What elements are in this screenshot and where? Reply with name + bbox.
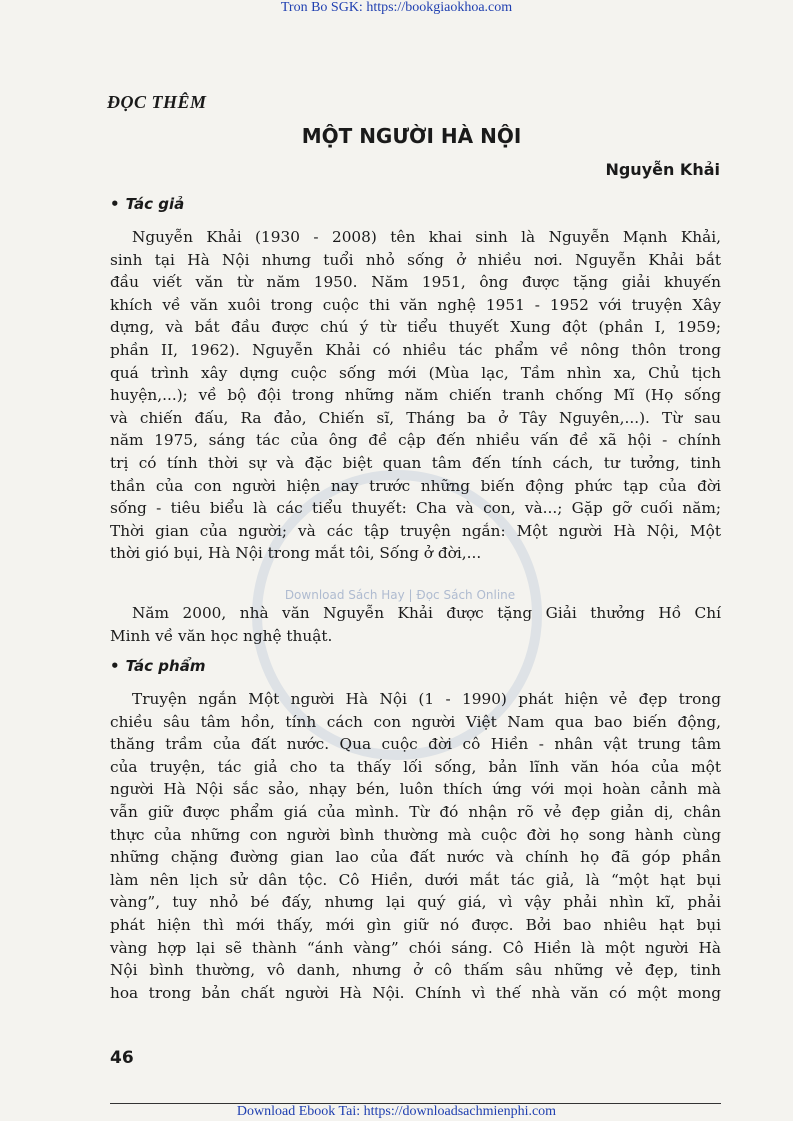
tac-gia-paragraph-1 bbox=[110, 226, 721, 565]
text-line: Thời gian của người; và các tập truyện ngắn: Một người Hà Nội, Một bbox=[110, 521, 721, 540]
text-line: trị có tính thời sự và đặc biệt quan tâm đến tính cách, tư tưởng, tinh bbox=[110, 453, 721, 472]
tac-pham-heading bbox=[110, 657, 205, 675]
text-line: quá trình xây dựng cuộc sống mới (Mùa lạc, Tầm nhìn xa, Chủ tịch bbox=[110, 363, 721, 382]
bullet-icon: • bbox=[110, 195, 120, 213]
text-line: và chiến đấu, Ra đảo, Chiến sĩ, Tháng ba ở Tây Nguyên,...). Từ sau bbox=[110, 408, 721, 427]
page-title: MỘT NGƯỜI HÀ NỘI bbox=[301, 124, 522, 148]
text-line: sống - tiêu biểu là các tiểu thuyết: Cha và con, và...; Gặp gỡ cuối năm; bbox=[110, 499, 721, 518]
text-line: phát hiện thì mới thấy, mới gìn giữ nó được. Bởi bao nhiêu hạt bụi bbox=[110, 915, 721, 934]
text-line: vàng hợp lại sẽ thành “ánh vàng” chói sáng. Cô Hiền là một người Hà bbox=[110, 938, 721, 957]
text-line: Năm 2000, nhà văn Nguyễn Khải được tặng Giải thưởng Hồ Chí bbox=[132, 604, 721, 622]
author-name: Nguyễn Khải bbox=[605, 160, 720, 179]
text-line: Nguyễn Khải (1930 - 2008) tên khai sinh là Nguyễn Mạnh Khải, bbox=[132, 228, 721, 246]
text-line: thời gió bụi, Hà Nội trong mắt tôi, Sống ở đời,... bbox=[110, 544, 482, 563]
text-line: người Hà Nội sắc sảo, nhạy bén, luôn thích ứng với mọi hoàn cảnh mà bbox=[110, 780, 721, 799]
text-line: Nội bình thường, vô danh, nhưng ở cô thấm sâu những vẻ đẹp, tinh bbox=[110, 961, 721, 980]
text-line: những chặng đường gian lao của đất nước và chính họ đã góp phần bbox=[110, 848, 721, 867]
tac-gia-heading-text: Tác giả bbox=[125, 195, 185, 213]
text-line: chiều sâu tâm hồn, tính cách con người Việt Nam qua bao biến động, bbox=[110, 712, 721, 731]
page-number: 46 bbox=[110, 1048, 134, 1068]
text-line: thần của con người hiện nay trước những biến động phức tạp của đời bbox=[110, 476, 721, 495]
text-line: Truyện ngắn Một người Hà Nội (1 - 1990) phát hiện vẻ đẹp trong bbox=[132, 690, 721, 708]
text-line: phần II, 1962). Nguyễn Khải có nhiều tác phẩm về nông thôn trong bbox=[110, 340, 721, 359]
section-label: ĐỌC THÊM bbox=[107, 92, 207, 112]
text-line: thực của những con người bình thường mà cuộc đời họ song hành cùng bbox=[110, 825, 721, 844]
footer-link[interactable]: Download Ebook Tai: https://downloadsachmienphi.com bbox=[236, 1104, 557, 1119]
text-line: làm nên lịch sử dân tộc. Cô Hiền, dưới mắt tác giả, là “một hạt bụi bbox=[110, 870, 721, 889]
text-line: vàng”, tuy nhỏ bé đấy, nhưng lại quý giá, vì vậy phải nhìn kĩ, phải bbox=[110, 893, 721, 912]
bullet-icon: • bbox=[110, 657, 120, 675]
header-link[interactable]: Tron Bo SGK: https://bookgiaokhoa.com bbox=[280, 0, 513, 15]
watermark-text: Download Sách Hay | Đọc Sách Online bbox=[284, 588, 516, 602]
text-line: huyện,...); về bộ đội trong những năm chiến tranh chống Mĩ (Họ sống bbox=[110, 386, 721, 405]
tac-pham-paragraph-1 bbox=[110, 688, 721, 1004]
text-line: vẫn giữ được phẩm giá của mình. Từ đó nhận rõ vẻ đẹp giản dị, chân bbox=[110, 802, 721, 821]
tac-pham-heading-text: Tác phẩm bbox=[125, 657, 206, 675]
text-line: dựng, và bắt đầu được chú ý từ tiểu thuyết Xung đột (phần I, 1959; bbox=[110, 318, 721, 337]
text-line: đầu viết văn từ năm 1950. Năm 1951, ông được tặng giải khuyến bbox=[110, 273, 721, 292]
tac-gia-heading bbox=[110, 195, 184, 213]
tac-gia-paragraph-2 bbox=[110, 602, 721, 647]
text-line: sinh tại Hà Nội nhưng tuổi nhỏ sống ở nhiều nơi. Nguyễn Khải bắt bbox=[110, 250, 721, 269]
text-line: thăng trầm của đất nước. Qua cuộc đời cô Hiền - nhân vật trung tâm bbox=[110, 735, 721, 754]
text-line: năm 1975, sáng tác của ông đề cập đến nhiều vấn đề xã hội - chính bbox=[110, 431, 721, 450]
text-line: của truyện, tác giả cho ta thấy lối sống, bản lĩnh văn hóa của một bbox=[110, 757, 721, 776]
text-line: khích về văn xuôi trong cuộc thi văn nghệ 1951 - 1952 với truyện Xây bbox=[110, 295, 721, 314]
text-line: Minh về văn học nghệ thuật. bbox=[110, 626, 333, 645]
text-line: hoa trong bản chất người Hà Nội. Chính vì thế nhà văn có một mong bbox=[110, 983, 721, 1002]
